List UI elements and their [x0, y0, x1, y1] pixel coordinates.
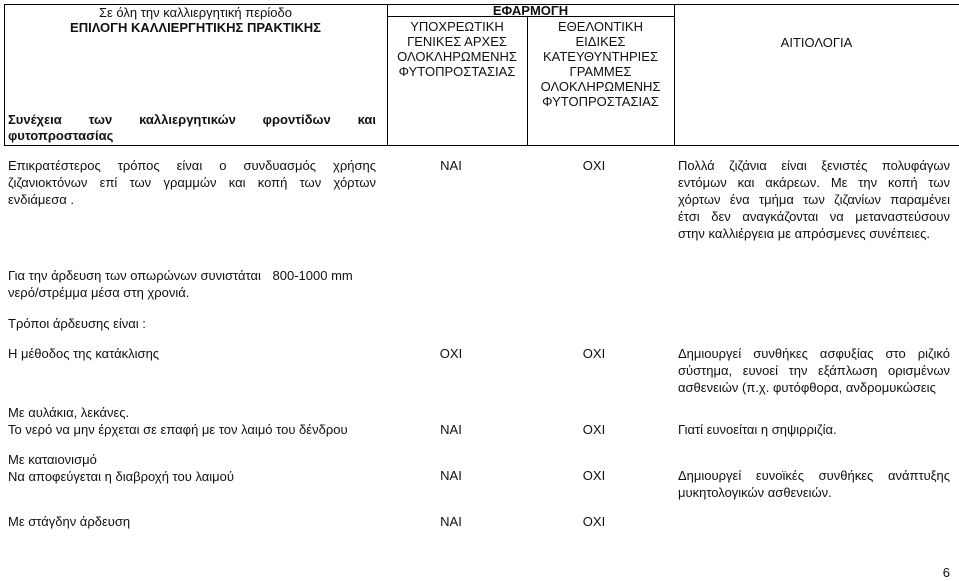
header-bottom-border	[4, 145, 959, 146]
header-mandatory	[387, 19, 527, 79]
flood-reason-line: ασθενειών (π.χ. φυτόφθορα, ανδρομυκώσεις	[678, 380, 936, 395]
furrow-label-line1: Με αυλάκια, λεκάνες.	[8, 405, 130, 420]
header-period: Σε όλη την καλλιεργητική περίοδο	[98, 5, 293, 20]
header-voluntary-line: ΟΛΟΚΛΗΡΩΜΕΝΗΣ	[540, 79, 661, 94]
header-mandatory-line: ΥΠΟΧΡΕΩΤΙΚΗ	[410, 19, 504, 34]
row1-voluntary: ΟΧΙ	[582, 158, 606, 173]
row1-mandatory: ΝΑΙ	[440, 158, 462, 173]
sprinkler-label-line2: Να αποφεύγεται η διαβροχή του λαιμού	[8, 469, 234, 484]
drip-label: Με στάγδην άρδευση	[8, 514, 131, 529]
drip-voluntary: ΟΧΙ	[582, 514, 606, 529]
header-continuation-line2: φυτοπροστασίας	[8, 128, 114, 143]
header-voluntary-line: ΕΙΔΙΚΕΣ	[575, 34, 626, 49]
row1-reason-line: εντόμων και ακάρεων. Με την κοπή των	[678, 175, 950, 190]
row1-practice	[8, 157, 376, 208]
sprinkler-mandatory: ΝΑΙ	[440, 468, 462, 483]
irrigation-intro	[8, 267, 408, 301]
furrow-label	[8, 404, 408, 438]
flood-label: Η μέθοδος της κατάκλισης	[8, 346, 160, 361]
row1-reason-line: στην καλλιέργεια με απρόσμενες συνέπειες.	[678, 226, 930, 241]
row1-practice-line: ζιζανιοκτόνων επί των γραμμών και κοπή των χόρτων	[8, 175, 376, 190]
header-voluntary-line: ΚΑΤΕΥΘΥΝΤΗΡΙΕΣ	[542, 49, 658, 64]
flood-reason-line: Δημιουργεί συνθήκες ασφυξίας στο ριζικό	[678, 346, 950, 361]
col-divider-3	[674, 4, 675, 146]
header-mandatory-line: ΦΥΤΟΠΡΟΣΤΑΣΙΑΣ	[398, 64, 516, 79]
header-voluntary-line: ΓΡΑΜΜΕΣ	[569, 64, 632, 79]
flood-voluntary: ΟΧΙ	[582, 346, 606, 361]
irrigation-intro-line1	[8, 267, 408, 284]
flood-reason-line: σύστημα, ευνοεί την εξάπλωση ορισμένων	[678, 363, 950, 378]
header-practice-choice: ΕΠΙΛΟΓΗ ΚΑΛΛΙΕΡΓΗΤΙΚΗΣ ΠΡΑΚΤΙΚΗΣ	[70, 20, 321, 35]
irrigation-intro-text: Για την άρδευση των οπωρώνων συνιστάται	[8, 268, 261, 283]
furrow-label-line2: Το νερό να μην έρχεται σε επαφή με τον λαιμό του δένδρου	[8, 422, 348, 437]
row1-reason-line: χόρτων ένα τμήμα των ζιζανίων παραμένει	[678, 192, 950, 207]
row1-practice-line: Επικρατέστερος τρόπος είναι ο συνδυασμός χρήσης	[8, 158, 376, 173]
sprinkler-label-line1: Με καταιονισμό	[8, 452, 97, 467]
furrow-reason: Γιατί ευνοείται η σηψιρριζία.	[678, 422, 837, 437]
row1-reason-line: Πολλά ζιζάνια είναι ξενιστές πολυφάγων	[678, 158, 950, 173]
irrigation-amount: 800-1000 mm	[272, 268, 353, 283]
row1-practice-line: ενδιάμεσα .	[8, 192, 74, 207]
drip-mandatory: ΝΑΙ	[440, 514, 462, 529]
flood-reason	[678, 345, 950, 396]
irrigation-methods-title: Τρόποι άρδευσης είναι :	[8, 316, 146, 331]
header-voluntary	[527, 19, 674, 109]
sprinkler-reason-line: μυκητολογικών ασθενειών.	[678, 485, 832, 500]
header-voluntary-line: ΦΥΤΟΠΡΟΣΤΑΣΙΑΣ	[542, 94, 659, 109]
page-number: 6	[942, 565, 950, 580]
header-voluntary-line: ΕΘΕΛΟΝΤΙΚΗ	[558, 19, 643, 34]
header-reason: ΑΙΤΙΟΛΟΓΙΑ	[780, 35, 853, 50]
sprinkler-voluntary: ΟΧΙ	[582, 468, 606, 483]
header-application: ΕΦΑΡΜΟΓΗ	[492, 3, 569, 18]
header-mandatory-line: ΟΛΟΚΛΗΡΩΜΕΝΗΣ	[397, 49, 517, 64]
row1-reason-line: έτσι δεν αναγκάζονται να μεταναστεύσουν	[678, 209, 950, 224]
furrow-mandatory: ΝΑΙ	[440, 422, 462, 437]
sprinkler-reason-line: Δημιουργεί ευνοϊκές συνθήκες ανάπτυξης	[678, 468, 950, 483]
header-mandatory-line: ΓΕΝΙΚΕΣ ΑΡΧΕΣ	[407, 34, 507, 49]
header-continuation-line1: Συνέχεια των καλλιεργητικών φροντίδων και	[8, 112, 376, 127]
sprinkler-reason	[678, 467, 950, 501]
furrow-voluntary: ΟΧΙ	[582, 422, 606, 437]
flood-mandatory: ΟΧΙ	[439, 346, 463, 361]
sprinkler-label	[8, 451, 408, 485]
row1-reason	[678, 157, 950, 242]
irrigation-intro-line2: νερό/στρέμμα μέσα στη χρονιά.	[8, 285, 190, 300]
